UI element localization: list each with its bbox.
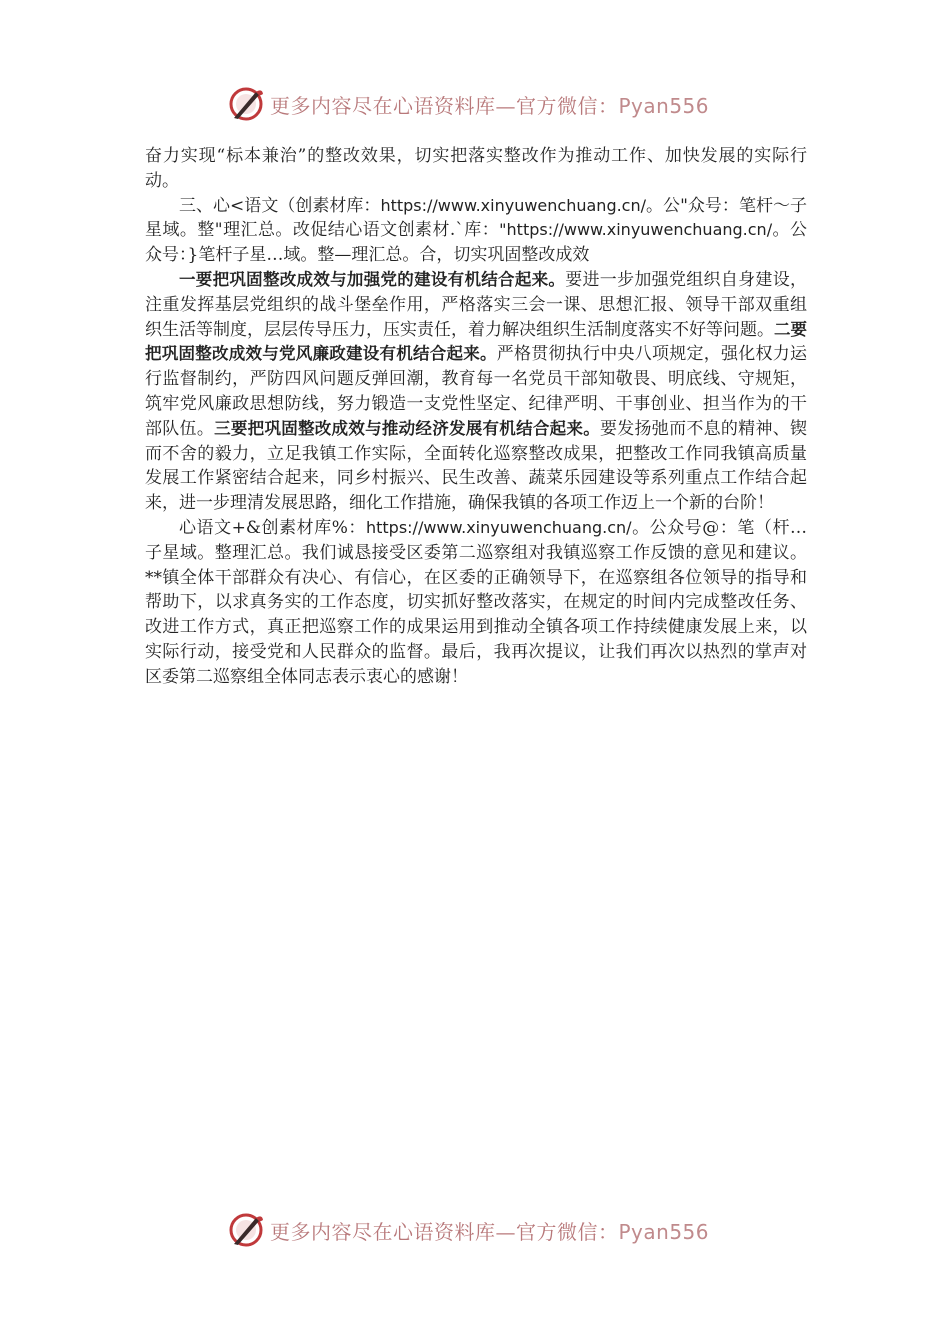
paragraph-1: 奋力实现“标本兼治”的整改效果，切实把落实整改作为推动工作、加快发展的实际行动。	[145, 146, 807, 191]
url-link: https://www.xinyuwenchuang.cn/	[365, 517, 632, 537]
quill-logo-icon	[226, 1210, 266, 1250]
document-body	[145, 144, 807, 690]
footer-banner-text: 更多内容尽在心语资料库—官方微信：Pyan556	[270, 1219, 710, 1244]
header-banner	[226, 84, 726, 124]
url-link: "https://www.xinyuwenchuang.cn/	[499, 220, 773, 240]
header-banner-text: 更多内容尽在心语资料库—官方微信：Pyan556	[270, 93, 710, 118]
paragraph-4: 心语文+&创素材库%：https://www.xinyuwenchuang.cn/。公众号@：笔（杆…子星域。整理汇总。我们诚恳接受区委第二巡察组对我镇巡察工作反馈的意见和建议。**镇全体干部群众有决心、有信心，在区委的正确领导下，在巡察组各位领导的指导和帮助下，以求真务实的工作态度，切实抓好整改落实，在规定的时间内完成整改任务、改进工作方式，真正把巡察工作的成果运用到推动全镇各项工作持续健康发展上来，以实际行动，接受党和人民群众的监督。最后，我再次提议，让我们再次以热烈的掌声对区委第二巡察组全体同志表示衷心的感谢！	[145, 517, 807, 687]
header-wechat-id: Pyan556	[618, 93, 710, 118]
bold-heading-2: 二要把巩固整改成效与党风廉政建设有机结合起来。	[145, 319, 807, 364]
quill-logo-icon	[226, 84, 266, 124]
bold-heading-3: 三要把巩固整改成效与推动经济发展有机结合起来。	[214, 418, 600, 438]
footer-wechat-id: Pyan556	[618, 1219, 710, 1244]
bold-heading-1: 一要把巩固整改成效与加强党的建设有机结合起来。	[179, 269, 566, 289]
footer-banner	[226, 1210, 726, 1250]
paragraph-2: 三、心<语文（创素材库：https://www.xinyuwenchuang.cn/。公"众号：笔杆～子星域。整"理汇总。改促结心语文创素材.`库："https://www.xinyuwenchuang.cn/。公众号：}笔杆子星…域。整—理汇总。合，切实巩固整改成效	[145, 195, 807, 266]
url-link: https://www.xinyuwenchuang.cn/	[380, 195, 647, 215]
paragraph-3: 一要把巩固整改成效与加强党的建设有机结合起来。要进一步加强党组织自身建设，注重发挥基层党组织的战斗堡垒作用，严格落实三会一课、思想汇报、领导干部双重组织生活等制度，层层传导压力，压实责任，着力解决组织生活制度落实不好等问题。二要把巩固整改成效与党风廉政建设有机结合起来。严格贯彻执行中央八项规定，强化权力运行监督制约，严防四风问题反弹回潮，教育每一名党员干部知敬畏、明底线、守规矩，筑牢党风廉政思想防线，努力锻造一支党性坚定、纪律严明、干事创业、担当作为的干部队伍。三要把巩固整改成效与推动经济发展有机结合起来。要发扬弛而不息的精神、锲而不舍的毅力，立足我镇工作实际，全面转化巡察整改成果，把整改工作同我镇高质量发展工作紧密结合起来，同乡村振兴、民生改善、蔬菜乐园建设等系列重点工作结合起来，进一步理清发展思路，细化工作措施，确保我镇的各项工作迈上一个新的台阶！	[145, 269, 808, 514]
